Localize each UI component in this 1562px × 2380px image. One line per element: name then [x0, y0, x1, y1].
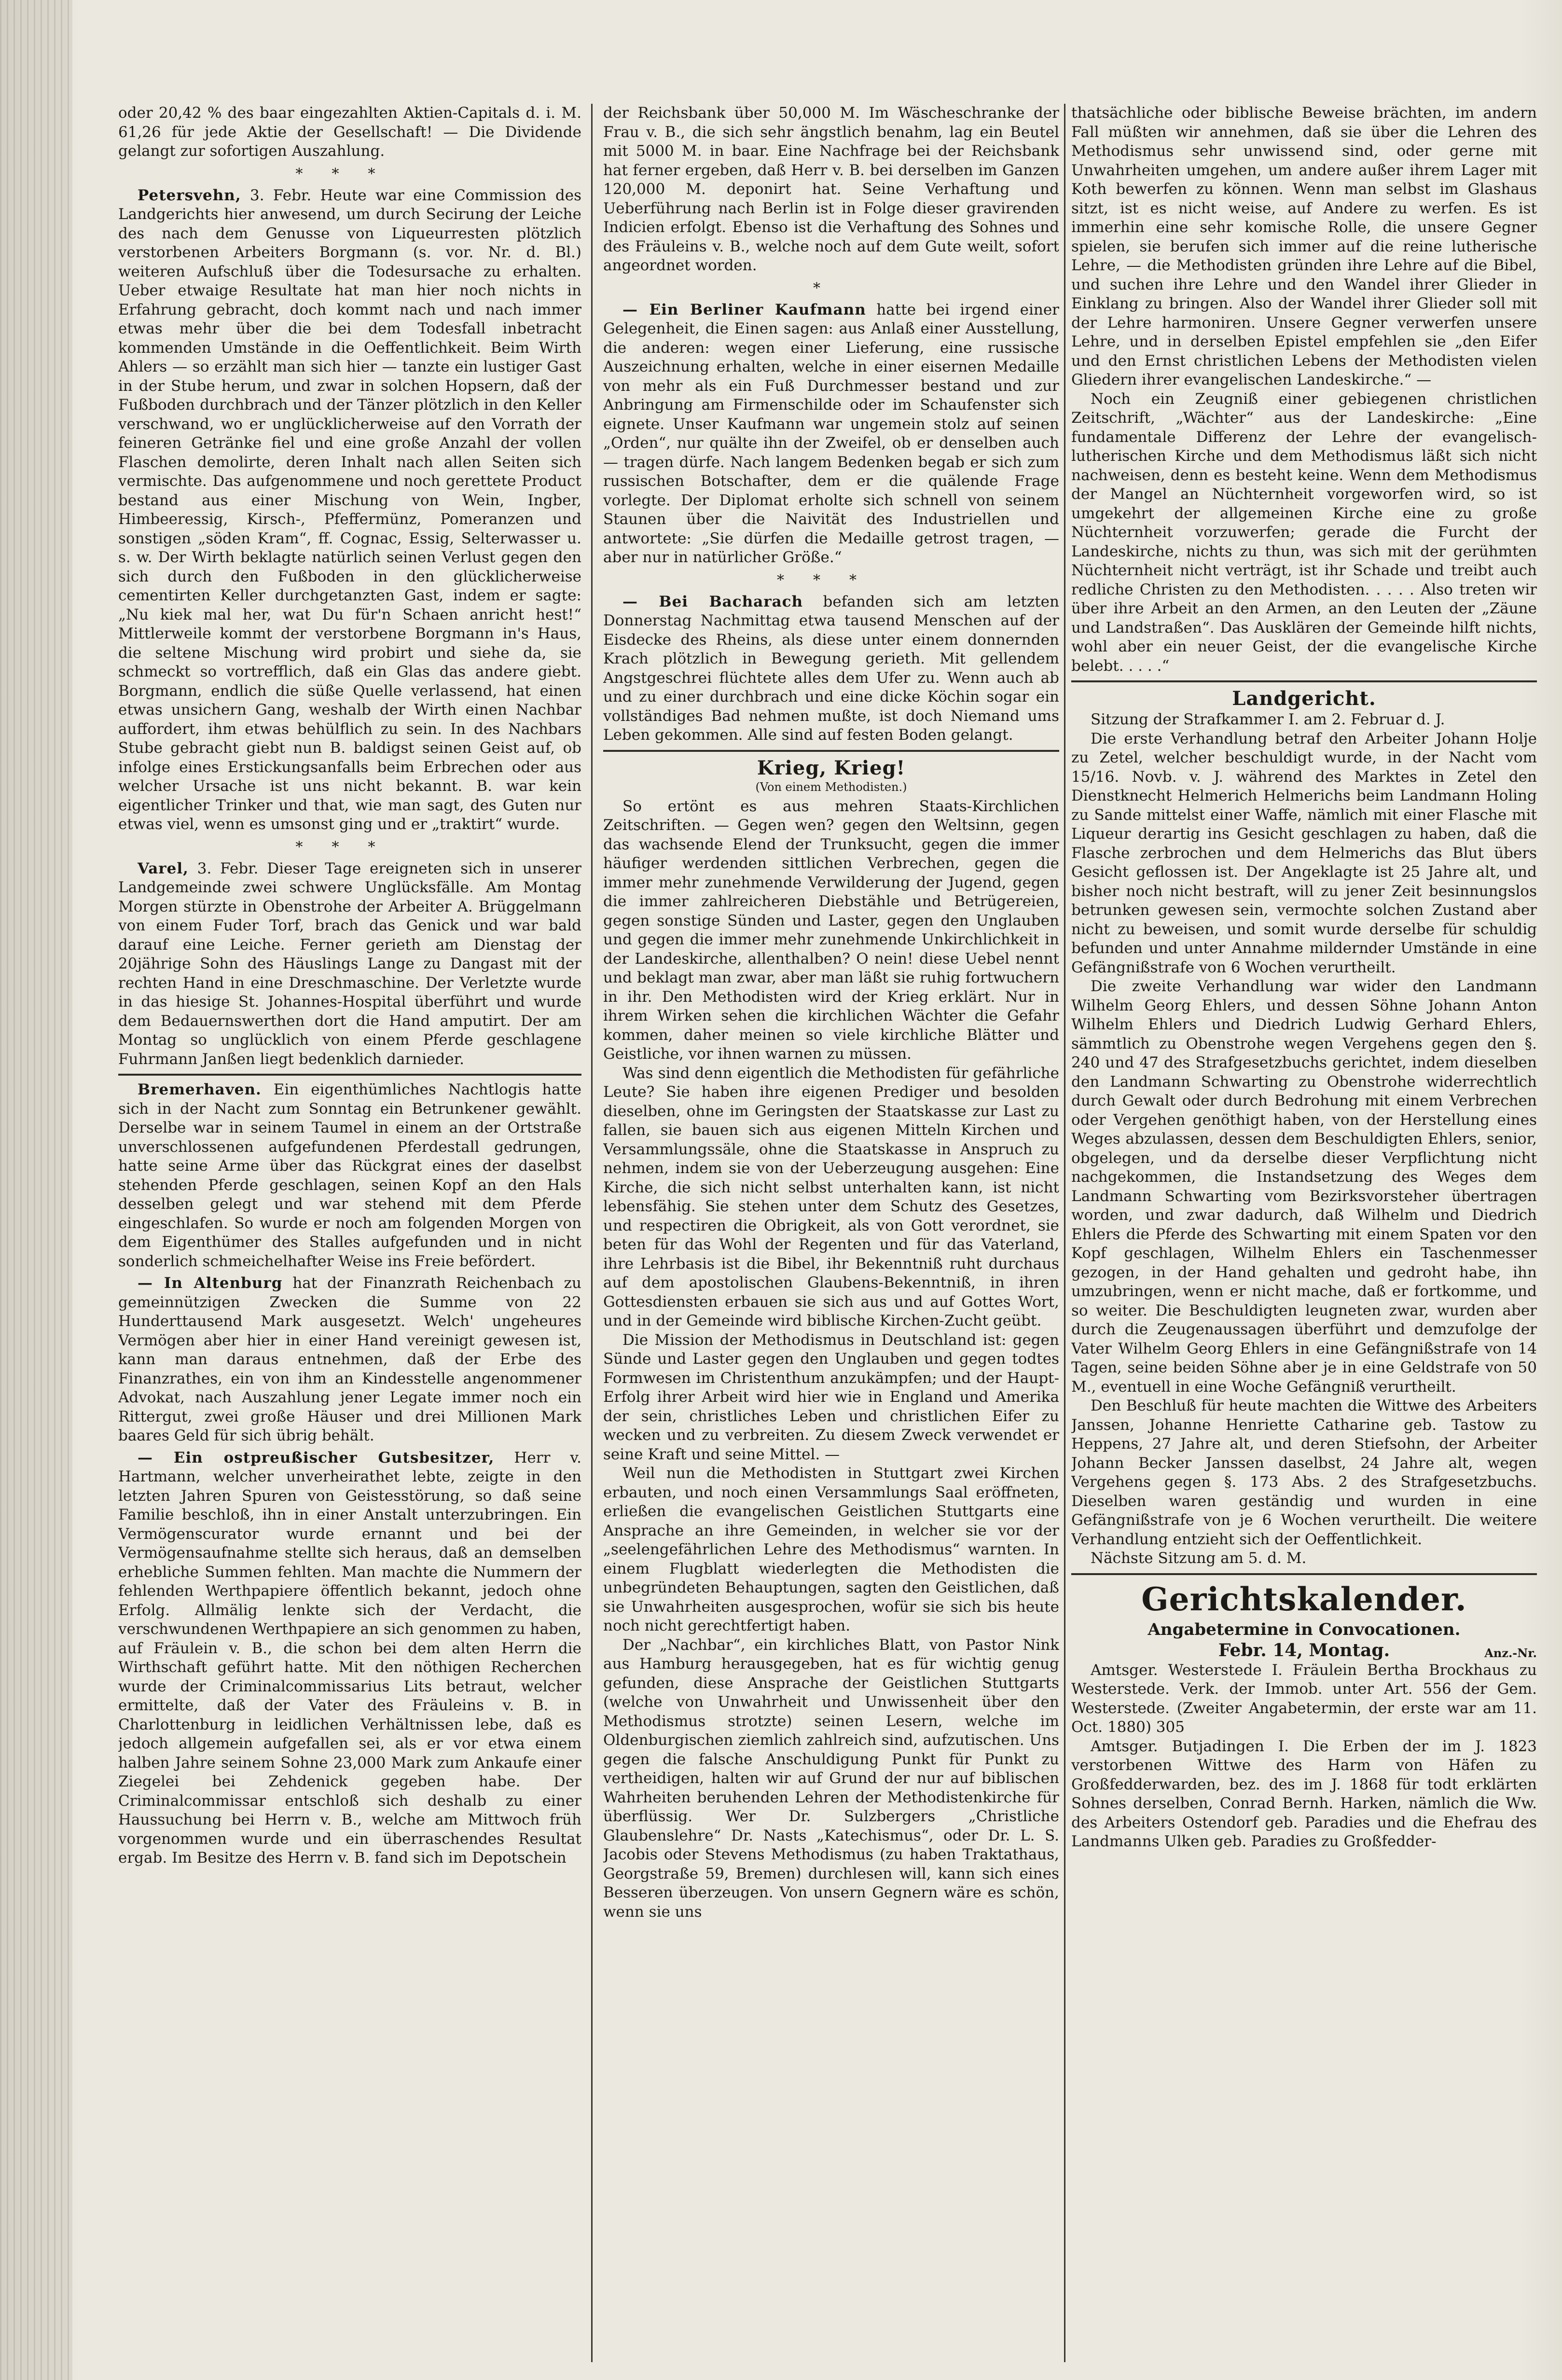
separator-rule	[603, 750, 1059, 752]
column-rule-1	[591, 104, 593, 2362]
article-krieg-continued	[1071, 104, 1537, 676]
article-krieg	[603, 797, 1059, 1922]
column-middle	[603, 104, 1059, 2362]
separator-rule	[1071, 1573, 1537, 1575]
book-spine-edge	[0, 0, 72, 2380]
dateline: — Bei Bacharach	[622, 593, 803, 610]
paragraph: Weil nun die Methodisten in Stuttgart zwei Kirchen erbauten, und noch einen Versammlungs Saal eröffneten, erließen die evangelischen Geistlichen Stuttgarts eine Ansprache an ihre Gemeinden, in welcher sie vor der „seelengefährlichen Lehre des Methodismus“ warnten. In einem Flugblatt wiederlegten die Methodisten die unbegründeten Behauptungen, sagten den Geistlichen, daß sie Unwahrheiten ausgesprochen, wofür sie sich bis heute noch nicht gerechtfertigt haben.	[603, 1465, 1059, 1634]
article-text: hatte bei irgend einer Gelegenheit, die Einen sagen: aus Anlaß einer Ausstellung, die anderen: wegen einer Lieferung, eine russische Auszeichnung erhalten, welche in einer eisernen Medaille von mehr als ein Fuß Durchmesser bestand und zur Anbringung am Firmenschilde oder im Schaufenster sich eignete. Unser Kaufmann war ungemein stolz auf seinen „Orden“, nur quälte ihn der Zweifel, ob er denselben auch — tragen dürfe. Nach langem Bedenken begab er sich zum russischen Botschafter, dem er die quälende Frage vorlegte. Der Diplomat erholte sich schnell von seinem Staunen über die Naivität des Industriellen und antwortete: „Sie dürfen die Medaille getrost tragen, — aber nur in natürlicher Größe.“	[603, 301, 1059, 566]
dateline: — Ein Berliner Kaufmann	[622, 301, 866, 318]
paragraph: Noch ein Zeugniß einer gebiegenen christlichen Zeitschrift, „Wächter“ aus der Landeskirche: „Eine fundamentale Differenz der Lehre der evangelisch-lutherischen Kirche und dem Methodismus läßt sich nicht nachweisen, denn es besteht keine. Wenn dem Methodismus der Mangel an Nüchternheit vorgeworfen wird, so ist umgekehrt der allgemeinen Kirche eine zu große Nüchternheit vorzuwerfen; gerade die Furcht der Landeskirche, nichts zu thun, was sich mit der gerühmten Nüchternheit nicht verträgt, ist ihr Schade und treibt auch redliche Christen zu den Methodisten. . . . . Also treten wir über ihre Arbeit an den Armen, an den Leuten der „Zäune und Landstraßen“. Das Ausklären der Gemeinde hilft nichts, wohl aber ein neuer Geist, der die evangelische Kirche belebt. . . . .“	[1071, 390, 1537, 675]
next-session: Nächste Sitzung am 5. d. M.	[1091, 1550, 1307, 1567]
article-varel	[118, 859, 581, 1069]
article-text: Herr v. Hartmann, welcher unverheirathet lebte, zeigte in den letzten Jahren Spuren von Geistesstörung, so daß seine Familie beschloß, ihn in einer Anstalt unterzubringen. Ein Vermögenscurator wurde ernannt und bei der Vermögensaufnahme stellte sich heraus, daß an demselben erhebliche Summen fehlten. Man machte die Nummern der fehlenden Werthpapiere öffentlich bekannt, jedoch ohne Erfolg. Allmälig lenkte sich der Verdacht, die verschwundenen Werthpapiere an sich genommen zu haben, auf Fräulein v. B., die schon bei dem alten Herrn die Wirthschaft geführt hatte. Mit den nöthigen Recherchen wurde der Criminalcommissarius Lits betraut, welcher ermittelte, daß der Vater des Fräuleins v. B. in Charlottenburg in leidlichen Verhältnissen lebe, daß es jedoch allgemein aufgefallen sei, als er vor etwa einem halben Jahre seinem Sohne 23,000 Mark zum Ankaufe einer Ziegelei bei Zehdenick gegeben habe. Der Criminalcommissar entschloß sich deshalb zu einer Haussuchung bei Herrn v. B., welche am Mittwoch früh vorgenommen wurde und ein überraschendes Resultat ergab. Im Besitze des Herrn v. B. fand sich im Depotschein	[118, 1449, 581, 1867]
article-bacharach	[603, 593, 1059, 745]
separator-stars: *	[813, 279, 849, 297]
calendar-entry: Amtsger. Butjadingen I. Die Erben der im J. 1823 verstorbenen Wittwe des Harm von Häfen zu Großfedderwarden, bez. des im J. 1868 für todt erklärten Sohnes derselben, Conrad Bernh. Harken, nämlich die Ww. des Arbeiters Ostendorf geb. Paradies und die Ehefrau des Landmanns Ulken geb. Paradies zu Großfedder-	[1071, 1737, 1537, 1850]
headline-krieg: Krieg, Krieg!	[757, 756, 906, 779]
calendar-subtitle: Angabetermine in Convocationen.	[1147, 1619, 1461, 1639]
paragraph: Die zweite Verhandlung war wider den Landmann Wilhelm Georg Ehlers, und dessen Söhne Johann Anton Wilhelm Ehlers und Diedrich Ludwig Gerhard Ehlers, sämmtlich zu Obenstrohe wegen Vergehens gegen den §. 240 und 47 des Strafgesetzbuchs gerichtet, indem dieselben den Landmann Schwarting zu Obenstrohe widerrechtlich durch Gewalt oder durch Bedrohung mit einem Verbrechen oder Vergehen genöthigt haben, von der Herstellung eines Weges abzulassen, dessen dem Beschuldigten Ehlers, senior, obgelegen, und da derselbe dieser Verpflichtung nicht nachgekommen, die Instandsetzung des Weges dem Landmann Schwarting vom Bezirksvorsteher übertragen worden, und zwar dadurch, daß Wilhelm und Diedrich Ehlers die Pferde des Schwarting mit einem Spaten vor den Kopf geschlagen, Wilhelm Ehlers ein Taschenmesser gezogen, in der Hand gehalten und gedroht habe, ihn umzubringen, wenn er nicht mache, daß er fortkomme, und so weiter. Die Beschuldigten leugneten zwar, wurden aber durch die Zeugenaussagen überführt und demzufolge der Vater Wilhelm Georg Ehlers in eine Gefängnißstrafe von 14 Tagen, seine beiden Söhne aber je in eine Geldstrafe von 50 M., eventuell in eine Woche Gefängniß verurtheilt.	[1071, 978, 1537, 1396]
calendar-date-text: Febr. 14, Montag.	[1218, 1640, 1390, 1660]
paragraph: Der „Nachbar“, ein kirchliches Blatt, von Pastor Nink aus Hamburg herausgegeben, hat es für wichtig genug gefunden, diese Ansprache der Geistlichen Stuttgarts (welche von Unwahrheit und Unwissenheit über den Methodismus strotzte) seinen Lesern, welche im Oldenburgischen ziemlich zahlreich sind, aufzutischen. Uns gegen die falsche Anschuldigung Punkt für Punkt zu vertheidigen, halten wir auf Grund der nur auf biblischen Wahrheiten beruhenden Lehren der Methodistenkirche für überflüssig. Wer Dr. Sulzbergers „Christliche Glaubenslehre“ Dr. Nasts „Katechismus“, oder Dr. L. S. Jacobis oder Stevens Methodismus (zu haben Traktathaus, Georgstraße 59, Bremen) durchlesen will, kann sich eines Besseren überzeugen. Von unsern Gegnern wäre es schön, wenn sie uns	[603, 1636, 1059, 1921]
paragraph: Was sind denn eigentlich die Methodisten für gefährliche Leute? Sie haben ihre eigenen Prediger und besolden dieselben, ohne im Geringsten der Staatskasse zur Last zu fallen, sie bauen sich aus eigenen Mitteln Kirchen und Versammlungssäle, ohne die Staatskasse in Anspruch zu nehmen, indem sie von der Ueberzeugung ausgehen: Eine Kirche, die sich nicht selbst unterhalten kann, ist nicht lebensfähig. Sie stehen unter dem Schutz des Gesetzes, und respectiren die Obrigkeit, als von Gott verordnet, sie beten für das Wohl der Regenten und für das Vaterland, ihre Lehrbasis ist die Bibel, ihr Bekenntniß ruht durchaus auf dem apostolischen Glaubens-Bekenntniß, in ihren Gottesdiensten erbauen sie sich aus und auf Gottes Wort, und in der Gemeinde wird biblische Kirchen-Zucht geübt.	[603, 1064, 1059, 1329]
paragraph: Den Beschluß für heute machten die Wittwe des Arbeiters Janssen, Johanne Henriette Catharine geb. Tastow zu Heppens, 27 Jahre alt, und deren Stiefsohn, der Arbeiter Johann Becker Janssen daselbst, 24 Jahre alt, wegen Vergehens gegen §. 173 Abs. 2 des Strafgesetzbuchs. Dieselben waren geständig und wurden in eine Gefängnißstrafe von je 6 Wochen verurtheilt. Die weitere Verhandlung entzieht sich der Oeffentlichkeit.	[1071, 1397, 1537, 1548]
calendar-entries	[1071, 1661, 1537, 1852]
calendar-entry: Amtsger. Westerstede I. Fräulein Bertha Brockhaus zu Westerstede. Verk. der Immob. unter Art. 556 der Gem. Westerstede. (Zweiter Angabetermin, der erste war am 11. Oct. 1880) 305	[1071, 1661, 1537, 1736]
article-gutsbesitzer-continued	[603, 104, 1059, 276]
article-text: der Reichsbank über 50,000 M. Im Wäscheschranke der Frau v. B., die sich sehr ängstlich benahm, lag ein Beutel mit 5000 M. in baar. Eine Nachfrage bei der Reichsbank hat ferner ergeben, daß Herr v. B. bei derselben im Ganzen 120,000 M. deponirt hat. Seine Verhaftung und Ueberführung nach Berlin ist in Folge dieser gravirenden Indicien erfolgt. Ebenso ist die Verhaftung des Sohnes und des Fräuleins v. B., welche noch auf dem Gute weilt, sofort angeordnet worden.	[603, 104, 1059, 274]
separator-stars: ***	[295, 165, 404, 182]
article-berliner-kaufmann	[603, 301, 1059, 567]
article-petersvehn	[118, 186, 581, 834]
calendar-anz-label: Anz.-Nr.	[1484, 1646, 1537, 1660]
paragraph: Die erste Verhandlung betraf den Arbeiter Johann Holje zu Zetel, welcher beschuldigt wurde, in der Nacht vom 15/16. Novb. v. J. während des Marktes in Zetel den Dienstknecht Helmerich Helmerichs beim Landmann Holing zu Sande mittelst einer Waffe, nämlich mit einer Flasche mit Liqueur derartig ins Gesicht geschlagen zu haben, daß die Flasche zerbrochen und dem Helmerichs das Blut übers Gesicht geflossen ist. Der Angeklagte ist 25 Jahre alt, und bisher noch nicht bestraft, will zu jener Zeit besinnungslos betrunken gewesen sein, vermochte solchen Zustand aber nicht zu beweisen, und somit wurde derselbe für schuldig befunden und unter Annahme mildernder Umstände in eine Gefängnißstrafe von 6 Wochen verurtheilt.	[1071, 730, 1537, 976]
dateline: Bremerhaven.	[138, 1081, 262, 1098]
article-text: 3. Febr. Heute war eine Commission des Landgerichts hier anwesend, um durch Secirung der Leiche des nach dem Genusse von Liqueurresten plötzlich verstorbenen Arbeiters Borgmann (s. vor. Nr. d. Bl.) weiteren Aufschluß über die Todesursache zu erhalten. Ueber etwaige Resultate hat man hier noch nichts in Erfahrung gebracht, doch kommt nach und nach immer etwas mehr über die bei dem Todesfall inbetracht kommenden Umstände in die Oeffentlichkeit. Beim Wirth Ahlers — so erzählt man sich hier — tanzte ein lustiger Gast in der Stube herum, und zwar in solchen Hopsern, daß der Fußboden durchbrach und der Tänzer plötzlich in den Keller verschwand, wo er unglücklicherweise auf den Vorrath der feineren Getränke fiel und eine große Anzahl der vollen Flaschen demolirte, deren Inhalt nach allen Seiten sich vermischte. Das aufgenommene und noch gerettete Product bestand aus einer Mischung von Wein, Ingber, Himbeeressig, Kirsch-, Pfeffermünz, Pomeranzen und sonstigen „söden Kram“, ff. Cognac, Essig, Selterwasser u. s. w. Der Wirth beklagte natürlich seinen Verlust gegen den sich durch den Fußboden in den glücklicherweise cementirten Keller durchgetanzten Gast, indem er sagte: „Nu kiek mal her, wat Du für'n Schaen anricht hest!“ Mittlerweile kommt der verstorbene Borgmann in's Haus, die seltene Mischung wird probirt und siehe da, sie schmeckt so vortrefflich, daß ein Glas das andere giebt. Borgmann, endlich die süße Quelle verlassend, hat einen etwas unsichern Gang, weshalb der Wirth einen Nachbar auffordert, ihm etwas behülflich zu sein. In des Nachbars Stube gebracht giebt nun B. baldigst seinen Geist auf, ob infolge eines Erstickungsanfalls beim Erbrechen oder aus welcher Ursache ist uns nicht bekannt. B. war kein eigentlicher Trinker und that, wie man sagt, des Guten nur etwas viel, wenn es umsonst ging und er „traktirt“ wurde.	[118, 186, 581, 833]
article-text: befanden sich am letzten Donnerstag Nachmittag etwa tausend Menschen auf der Eisdecke des Rheins, als diese unter einem donnernden Krach plötzlich in Bewegung gerieth. Mit gellendem Angstgeschrei flüchtete alles dem Ufer zu. Wenn auch ab und zu einer durchbrach und eine dicke Köchin sogar ein vollständiges Bad nehmen mußte, ist doch Niemand ums Leben gekommen. Alle sind auf festen Boden gelangt.	[603, 593, 1059, 744]
article-text: Ein eigenthümliches Nachtlogis hatte sich in der Nacht zum Sonntag ein Betrunkener gewählt. Derselbe war in seinem Taumel in einem an der Ortstraße unverschlossenen aufgefundenen Pferdestall gedrungen, hatte seine Arme über das Rückgrat eines der daselbst stehenden Pferde geschlagen, seinen Kopf an den Hals desselben gelegt und war stehend mit dem Pferde eingeschlafen. So wurde er noch am folgenden Morgen von dem Eigenthümer des Stalles aufgefunden und in nicht sonderlich schmeichelhafter Weise ins Freie befördert.	[118, 1081, 581, 1270]
column-left	[118, 104, 581, 2362]
paragraph: Die Mission der Methodismus in Deutschland ist: gegen Sünde und Laster gegen den Unglauben und gegen todtes Formwesen im Christenthum anzukämpfen; und der Haupt-Erfolg ihrer Arbeit wird hier wie in England und Amerika der sein, christliches Leben und christlichen Eifer zu wecken und zu verbreiten. Zu diesem Zweck verwendet er seine Kraft und seine Mittel. —	[603, 1331, 1059, 1463]
dateline: Varel,	[138, 859, 189, 877]
article-text: 3. Febr. Dieser Tage ereigneten sich in unserer Landgemeinde zwei schwere Unglücksfälle. Am Montag Morgen stürzte in Obenstrohe der Arbeiter A. Brüggelmann von einem Fuder Torf, brach das Genick und war bald darauf eine Leiche. Ferner gerieth am Dienstag der 20jährige Sohn des Häuslings Lange zu Dangast mit der rechten Hand in eine Dreschmaschine. Der Verletzte wurde in das hiesige St. Johannes-Hospital überführt und wurde dem Bedauernswerthen dort die Hand amputirt. Der am Montag so unglücklich von einem Pferde geschlagene Fuhrmann Janßen liegt bedenklich darnieder.	[118, 859, 581, 1068]
dateline: — In Altenburg	[138, 1274, 283, 1292]
article-bremerhaven	[118, 1080, 581, 1271]
calendar-date	[1071, 1640, 1537, 1661]
article-landgericht	[1071, 710, 1537, 1568]
column-right	[1071, 104, 1537, 2362]
separator-rule	[1071, 680, 1537, 682]
dateline: — Ein ostpreußischer Gutsbesitzer,	[138, 1449, 495, 1467]
headline-krieg-byline: (Von einem Methodisten.)	[755, 780, 907, 794]
paragraph: So ertönt es aus mehren Staats-Kirchlichen Zeitschriften. — Gegen wen? gegen den Weltsinn, gegen das wachsende Elend der Trunksucht, gegen die immer häufiger werdenden sittlichen Verbrechen, gegen die immer mehr zunehmende Verwilderung der Jugend, gegen die immer zahlreicheren Diebstähle und Betrügereien, gegen sonstige Sünden und Laster, gegen den Unglauben und gegen die immer mehr zunehmende Unkirchlichkeit in der Landeskirche, allenthalben? O nein! diese Uebel nennt und beklagt man zwar, aber man läßt sie ruhig fortwuchern in ihr. Den Methodisten wird der Krieg erklärt. Nur in ihrem Wirken sehen die kirchlichen Wächter die Gefahr kommen, daher meinen so viele kirchliche Blätter und Geistliche, vor ihnen warnen zu müssen.	[603, 797, 1059, 1063]
headline-landgericht: Landgericht.	[1232, 687, 1376, 710]
session-line: Sitzung der Strafkammer I. am 2. Februar d. J.	[1091, 711, 1445, 728]
article-text: oder 20,42 % des baar eingezahlten Aktien-Capitals d. i. M. 61,26 für jede Aktie der Gesellschaft! — Die Dividende gelangt zur sofortigen Auszahlung.	[118, 104, 581, 160]
dateline: Petersvehn,	[138, 186, 241, 204]
separator-rule	[118, 1074, 581, 1076]
article-gutsbesitzer	[118, 1449, 581, 1868]
article-dividend	[118, 104, 581, 161]
headline-gerichtskalender: Gerichtskalender.	[1141, 1580, 1467, 1618]
article-text: hat der Finanzrath Reichenbach zu gemeinnützigen Zwecken die Summe von 22 Hunderttausend Mark ausgesetzt. Welch' ungeheures Vermögen aber hier in einer Hand vereinigt gewesen ist, kann man daraus entnehmen, daß der Erbe des Finanzrathes, ein von ihm an Kindesstelle angenommener Advokat, nach Auszahlung jener Legate immer noch ein Rittergut, zwei große Häuser und drei Millionen Mark baares Geld für sich übrig behält.	[118, 1274, 581, 1444]
column-rule-2	[1064, 104, 1065, 2362]
separator-stars: ***	[777, 571, 885, 589]
separator-stars: ***	[295, 838, 404, 856]
paragraph: thatsächliche oder biblische Beweise brächten, im andern Fall müßten wir annehmen, daß sie über die Lehren des Methodismus sehr unwissend sind, oder gerne mit Unwahrheiten umgehen, um andere außer ihrem Lager mit Koth bewerfen zu können. Wenn man selbst im Glashaus sitzt, ist es nicht weise, auf Andere zu werfen. Es ist immerhin eine sehr komische Rolle, die unsere Gegner spielen, sie berufen sich immer auf die reine lutherische Lehre, — die Methodisten gründen ihre Lehre auf die Bibel, und suchen ihre Lehre und den Wandel ihrer Glieder in Einklang zu bringen. Also der Wandel ihrer Glieder soll mit der Lehre harmoniren. Unsere Gegner verwerfen unsere Lehre, und in derselben Epistel empfehlen sie „den Eifer und den Ernst christlichen Lebens der Methodisten vielen Gliedern ihrer evangelischen Landeskirche.“ —	[1071, 104, 1537, 388]
article-altenburg	[118, 1274, 581, 1446]
